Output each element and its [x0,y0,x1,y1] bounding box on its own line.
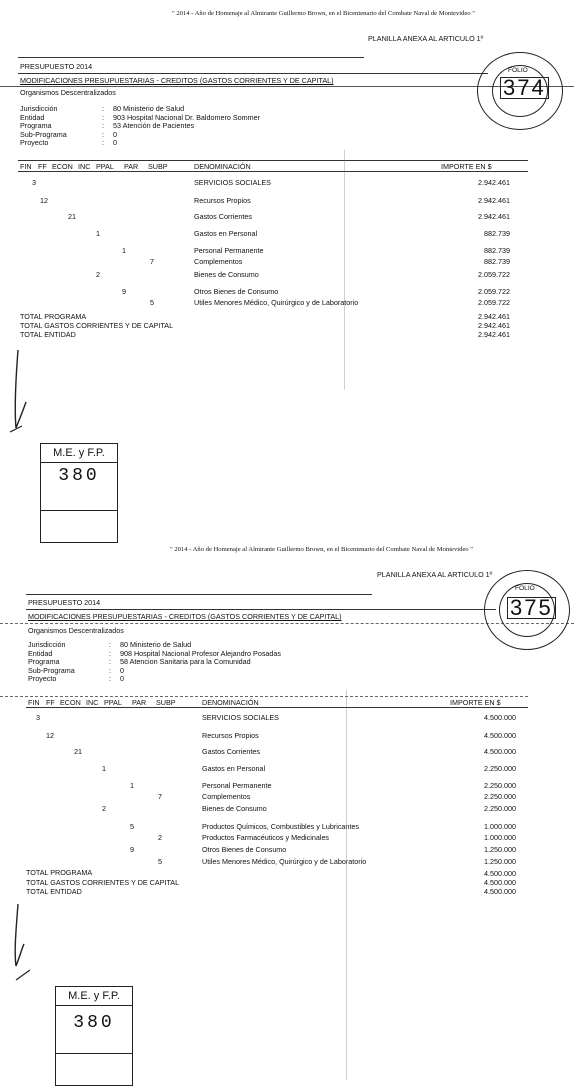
info-entity: 908 Hospital Nacional Profesor Alejandro Posadas [120,648,282,658]
signature-mark [4,346,44,436]
section-title: MODIFICACIONES PRESUPUESTARIAS - CREDITOS (GASTOS CORRIENTES Y DE CAPITAL) [28,612,342,621]
folio-stamp: FOLIO 375 [484,570,570,650]
row-code: 3 [32,178,36,187]
mefp-number: 380 [73,1013,115,1033]
budget-year: PRESUPUESTO 2014 [28,598,101,607]
annex-title: PLANILLA ANEXA AL ARTICULO 1º [368,34,484,43]
folio-number: 375 [507,597,556,619]
row-amount: 2.942.461 [478,178,510,187]
info-program: 58 Atencion Sanitaria para la Comunidad [120,657,251,667]
org-type: Organismos Descentralizados [20,88,116,97]
scan-fold-mark [346,690,347,1080]
info-entity: 903 Hospital Nacional Dr. Baldomero Sommer [113,112,261,122]
info-project: 0 [113,138,117,148]
section-title: MODIFICACIONES PRESUPUESTARIAS - CREDITOS (GASTOS CORRIENTES Y DE CAPITAL) [20,76,334,85]
info-block: Jurisdicción Entidad Programa Sub-Programa Proyecto [20,104,67,148]
annex-title: PLANILLA ANEXA AL ARTICULO 1º [377,570,493,579]
org-type: Organismos Descentralizados [28,626,124,635]
info-block: Jurisdicción Entidad Programa Sub-Programa Proyecto [28,640,75,684]
mefp-number: 380 [58,466,100,486]
info-jurisdiction: 80 Ministerio de Salud [120,640,192,649]
info-project: 0 [120,674,124,684]
budget-year: PRESUPUESTO 2014 [20,62,93,71]
signature-mark [4,900,44,990]
header-motto: " 2014 - Año de Homenaje al Almirante Guillermo Brown, en el Bicentenario del Combate Naval de Montevideo " [172,10,475,17]
mefp-stamp-box: M.E. y F.P. 380 [55,986,133,1086]
folio-number: 374 [500,77,549,99]
info-subprogram: 0 [120,665,124,675]
info-subprogram: 0 [113,129,117,139]
info-jurisdiction: 80 Ministerio de Salud [113,104,185,113]
info-program: 53 Atención de Pacientes [113,121,195,131]
scan-fold-mark [344,150,345,390]
header-motto: " 2014 - Año de Homenaje al Almirante Guillermo Brown, en el Bicentenario del Combate Naval de Montevideo " [170,546,473,553]
row-denomination: SERVICIOS SOCIALES [194,178,271,187]
folio-stamp: FOLIO 374 [477,52,563,130]
mefp-stamp-box: M.E. y F.P. 380 [40,443,118,543]
